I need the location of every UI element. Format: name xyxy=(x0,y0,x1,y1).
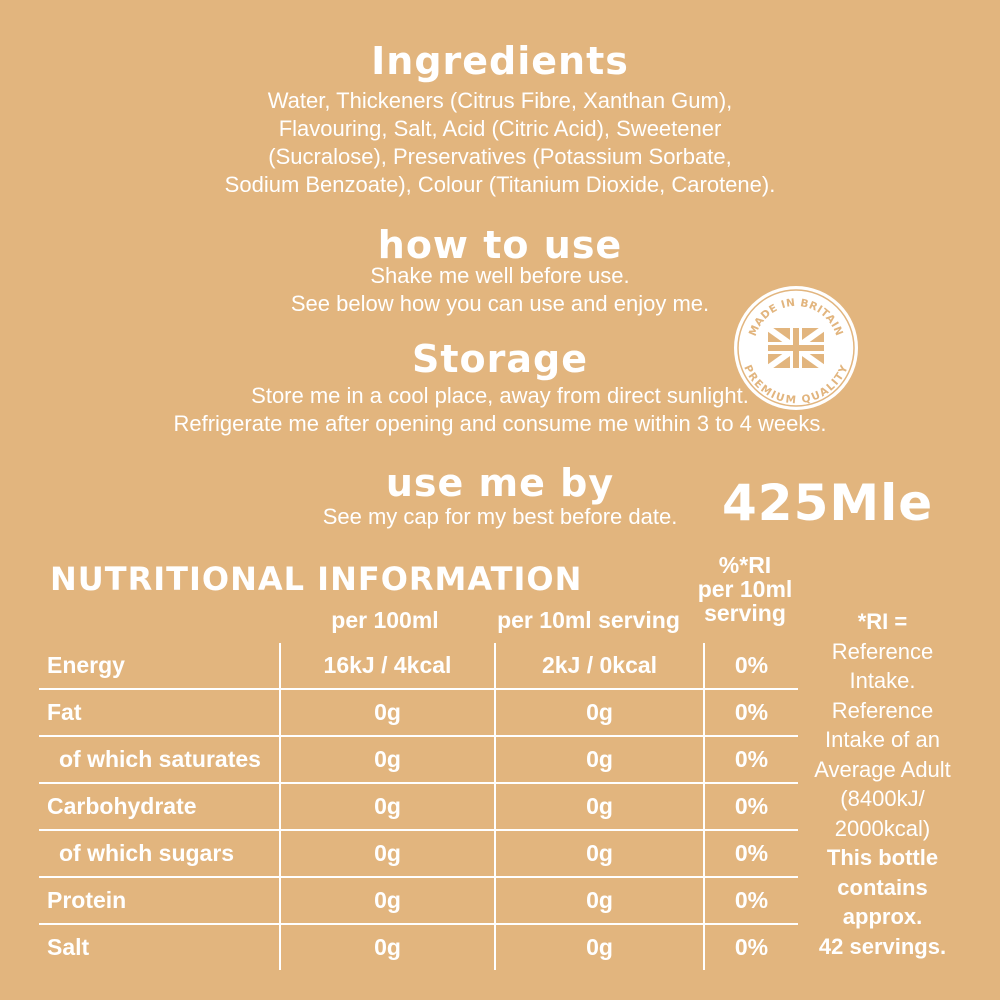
ri-note-line: Intake of an xyxy=(825,727,940,752)
ingredients-line: Flavouring, Salt, Acid (Citric Acid), Sweetener xyxy=(278,116,722,141)
ri-note-bold-line: approx. xyxy=(842,904,923,929)
use-me-by-line: See my cap for my best before date. xyxy=(322,504,678,529)
ri-note-line: Reference xyxy=(831,638,934,664)
header-ri-line: serving xyxy=(704,600,786,626)
header-per-10ml: per 10ml serving xyxy=(497,607,680,633)
header-ri-line: per 10ml xyxy=(697,576,793,602)
nutrition-title: NUTRITIONAL INFORMATION xyxy=(50,560,583,598)
cell-ri: 0% xyxy=(704,830,798,877)
ri-note-bold-line: contains xyxy=(837,874,928,900)
header-per-100ml: per 100ml xyxy=(331,607,439,633)
cell-per-10ml: 0g xyxy=(495,924,704,970)
cell-per-100ml: 0g xyxy=(280,830,495,877)
ri-note-line: Intake. xyxy=(849,668,916,693)
ri-note xyxy=(800,607,965,961)
use-me-by-title: use me by xyxy=(385,461,615,505)
nutrition-table xyxy=(39,643,798,970)
cell-per-100ml: 0g xyxy=(280,736,495,783)
ri-note-line: Average Adult xyxy=(814,756,951,782)
row-label: of which sugars xyxy=(39,830,280,877)
row-label: of which saturates xyxy=(39,736,280,783)
ri-note-line: 2000kcal) xyxy=(834,815,931,841)
cell-ri: 0% xyxy=(704,877,798,924)
cell-per-100ml: 0g xyxy=(280,924,495,970)
row-label: Carbohydrate xyxy=(39,783,280,830)
table-row xyxy=(39,643,798,689)
cell-per-10ml: 0g xyxy=(495,783,704,830)
ri-note-bold-line: 42 servings. xyxy=(818,933,947,959)
volume-label: 425Mle xyxy=(722,474,934,532)
table-row xyxy=(39,736,798,783)
how-to-use-title: how to use xyxy=(377,223,623,267)
made-in-britain-badge xyxy=(732,284,860,412)
ri-note-line: Reference xyxy=(831,697,934,723)
cell-ri: 0% xyxy=(704,924,798,970)
row-label: Energy xyxy=(39,643,280,689)
table-row xyxy=(39,783,798,830)
ingredients-line: Water, Thickeners (Citrus Fibre, Xanthan Gum), xyxy=(267,88,733,113)
cell-per-100ml: 16kJ / 4kcal xyxy=(280,643,495,689)
header-ri-line: %*RI xyxy=(718,552,772,578)
ri-note-bold-line: This bottle xyxy=(826,845,939,870)
how-to-use-line: See below how you can use and enjoy me. xyxy=(290,291,710,316)
storage-title: Storage xyxy=(412,337,588,381)
storage-line: Refrigerate me after opening and consume me within 3 to 4 weeks. xyxy=(173,411,827,436)
cell-ri: 0% xyxy=(704,689,798,736)
cell-per-10ml: 0g xyxy=(495,689,704,736)
table-row xyxy=(39,830,798,877)
cell-ri: 0% xyxy=(704,783,798,830)
table-row xyxy=(39,877,798,924)
union-jack-icon xyxy=(768,328,824,368)
how-to-use-line: Shake me well before use. xyxy=(370,263,630,288)
row-label: Fat xyxy=(39,689,280,736)
ingredients-text xyxy=(0,87,1000,199)
svg-text:PREMIUM QUALITY: PREMIUM QUALITY xyxy=(741,363,851,407)
ingredients-title: Ingredients xyxy=(371,39,629,83)
ri-note-heading: *RI = xyxy=(857,609,908,634)
cell-ri: 0% xyxy=(704,643,798,689)
cell-per-100ml: 0g xyxy=(280,689,495,736)
ingredients-line: (Sucralose), Preservatives (Potassium Sorbate, xyxy=(268,144,732,169)
header-ri xyxy=(695,553,795,625)
row-label: Salt xyxy=(39,924,280,970)
ri-note-line: (8400kJ/ xyxy=(840,786,925,811)
table-row xyxy=(39,924,798,970)
cell-ri: 0% xyxy=(704,736,798,783)
table-row xyxy=(39,689,798,736)
row-label: Protein xyxy=(39,877,280,924)
ingredients-line: Sodium Benzoate), Colour (Titanium Dioxide, Carotene). xyxy=(224,172,776,197)
cell-per-10ml: 0g xyxy=(495,877,704,924)
cell-per-100ml: 0g xyxy=(280,877,495,924)
storage-line: Store me in a cool place, away from direct sunlight. xyxy=(251,383,749,408)
cell-per-10ml: 2kJ / 0kcal xyxy=(495,643,704,689)
cell-per-10ml: 0g xyxy=(495,736,704,783)
cell-per-10ml: 0g xyxy=(495,830,704,877)
cell-per-100ml: 0g xyxy=(280,783,495,830)
svg-text:MADE IN BRITAIN: MADE IN BRITAIN xyxy=(746,296,846,338)
